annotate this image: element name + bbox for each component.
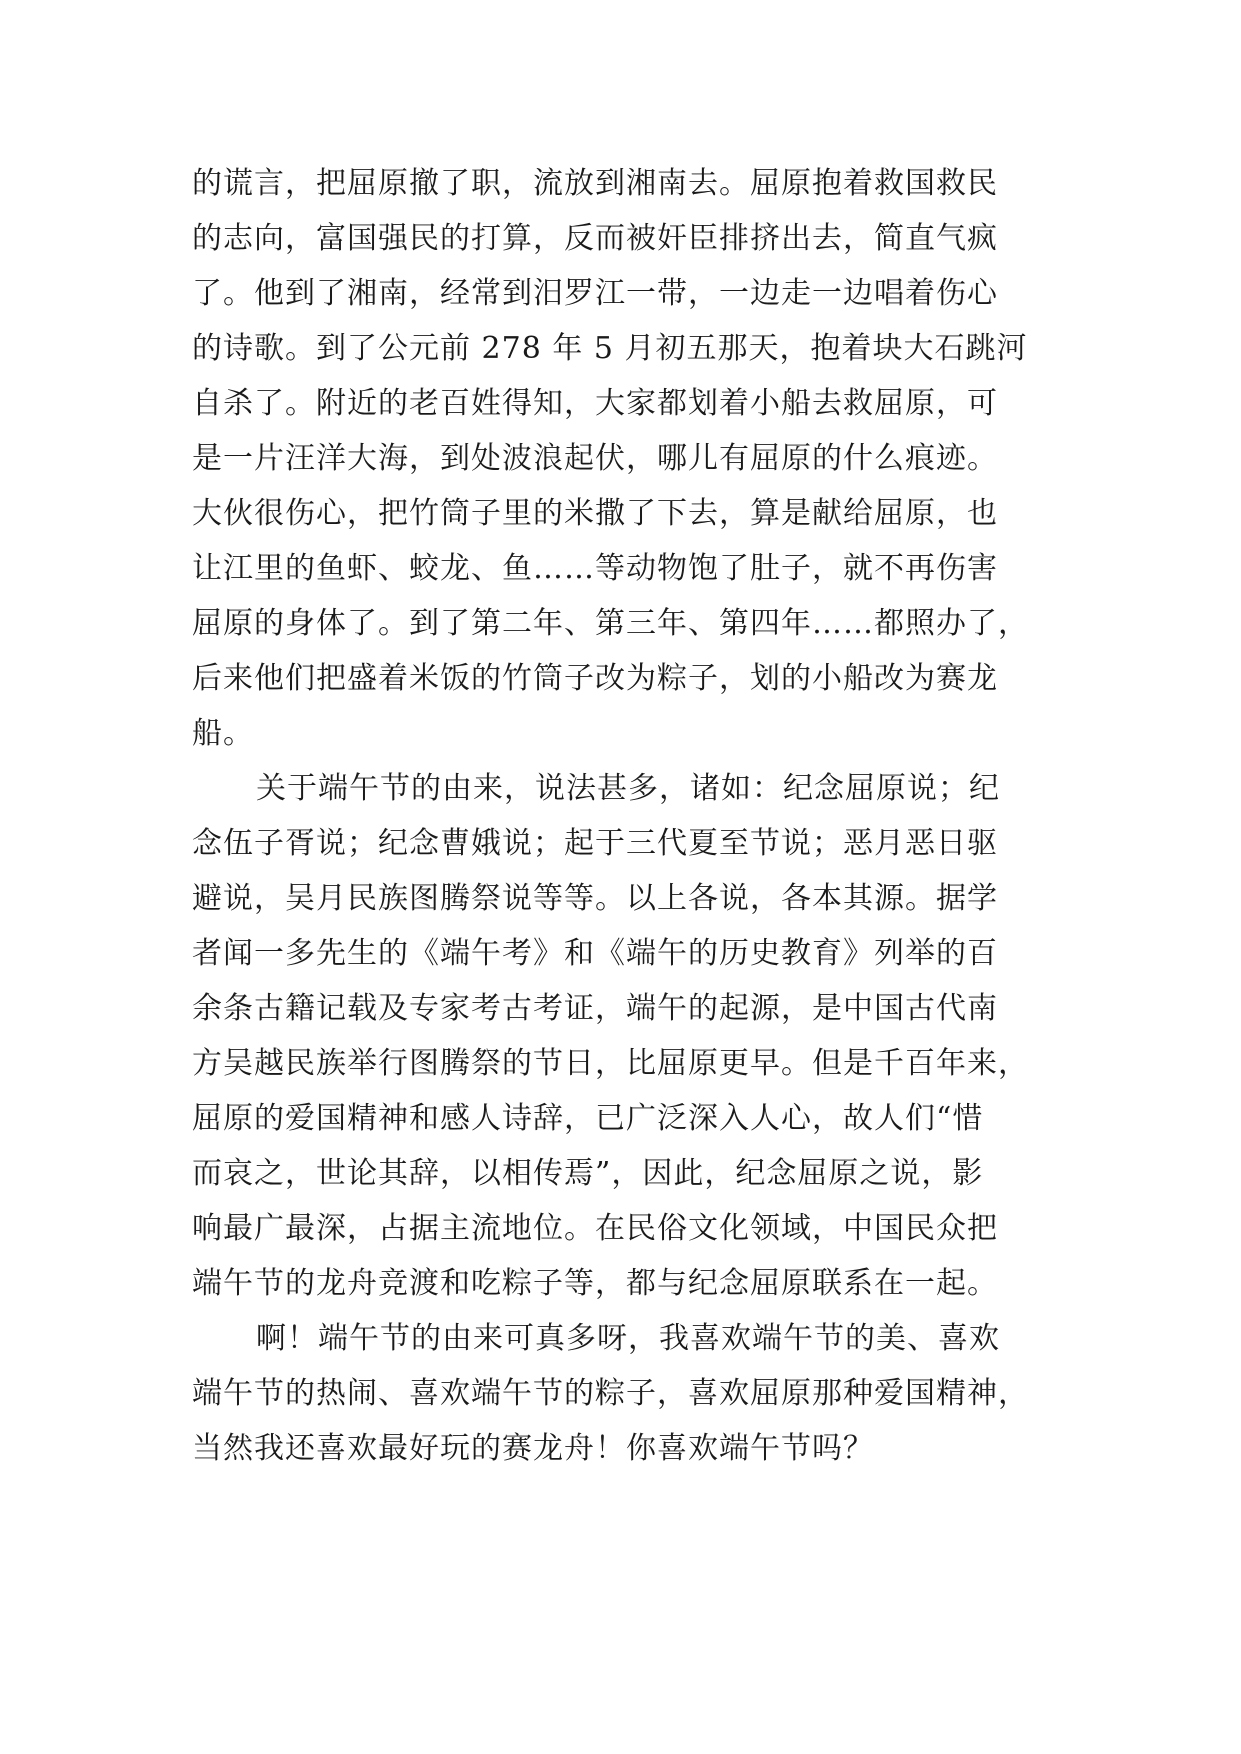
paragraph-first-line: 关于端午节的由来，说法甚多，诸如：纪念屈原说；纪 xyxy=(256,771,1000,806)
text-line: 让江里的鱼虾、蛟龙、鱼……等动物饱了肚子，就不再伤害 xyxy=(192,551,998,586)
text-line: 方吴越民族举行图腾祭的节日，比屈原更早。但是千百年来， xyxy=(192,1046,1029,1081)
text-line: 念伍子胥说；纪念曹娥说；起于三代夏至节说；恶月恶日驱 xyxy=(192,826,998,861)
text-line: 大伙很伤心，把竹筒子里的米撒了下去，算是献给屈原，也 xyxy=(192,496,998,531)
text-line: 船。 xyxy=(192,716,254,751)
text-line: 响最广最深，占据主流地位。在民俗文化领域，中国民众把 xyxy=(192,1211,998,1246)
text-line: 后来他们把盛着米饭的竹筒子改为粽子，划的小船改为赛龙 xyxy=(192,661,998,696)
text-line: 了。他到了湘南，经常到汨罗江一带，一边走一边唱着伤心 xyxy=(192,276,998,311)
text-line: 自杀了。附近的老百姓得知，大家都划着小船去救屈原，可 xyxy=(192,386,998,421)
text-line: 屈原的爱国精神和感人诗辞，已广泛深入人心，故人们“惜 xyxy=(192,1101,984,1136)
text-line: 的志向，富国强民的打算，反而被奸臣排挤出去，简直气疯 xyxy=(192,221,998,256)
text-line: 避说，吴月民族图腾祭说等等。以上各说，各本其源。据学 xyxy=(192,881,998,916)
paragraph-first-line: 啊！端午节的由来可真多呀，我喜欢端午节的美、喜欢 xyxy=(256,1321,1000,1356)
text-line: 的谎言，把屈原撤了职，流放到湘南去。屈原抱着救国救民 xyxy=(192,166,998,201)
text-line: 者闻一多先生的《端午考》和《端午的历史教育》列举的百 xyxy=(192,936,998,971)
text-line: 端午节的龙舟竞渡和吃粽子等，都与纪念屈原联系在一起。 xyxy=(192,1266,998,1301)
text-line: 而哀之，世论其辞，以相传焉”，因此，纪念屈原之说，影 xyxy=(192,1156,984,1191)
text-line: 的诗歌。到了公元前 278 年 5 月初五那天，抱着块大石跳河 xyxy=(192,331,1028,366)
text-line: 余条古籍记载及专家考古考证，端午的起源，是中国古代南 xyxy=(192,991,998,1026)
text-line: 端午节的热闹、喜欢端午节的粽子，喜欢屈原那种爱国精神， xyxy=(192,1376,1029,1411)
text-line: 屈原的身体了。到了第二年、第三年、第四年……都照办了， xyxy=(192,606,1029,641)
text-line: 是一片汪洋大海，到处波浪起伏，哪儿有屈原的什么痕迹。 xyxy=(192,441,998,476)
text-line: 当然我还喜欢最好玩的赛龙舟！你喜欢端午节吗？ xyxy=(192,1431,874,1466)
